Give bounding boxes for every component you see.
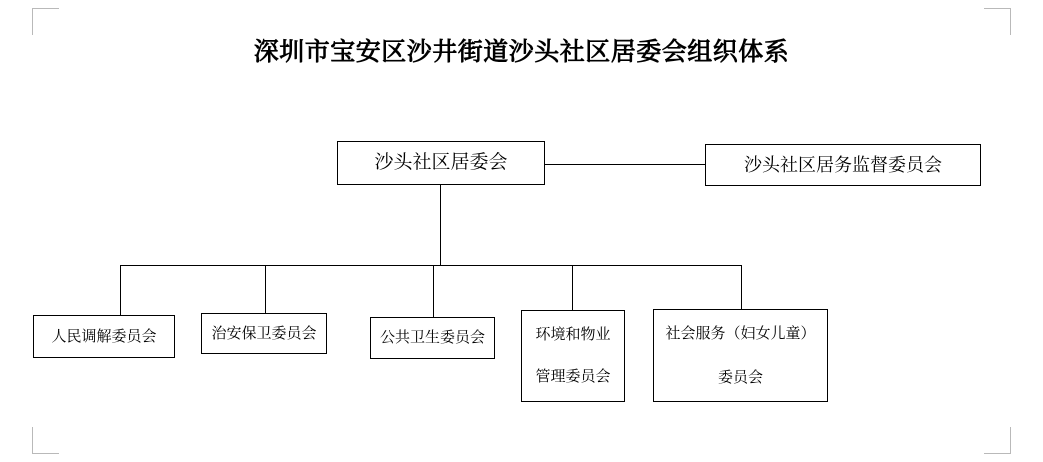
- node-environment-property-management-committee[interactable]: [521, 310, 625, 402]
- node-label: 人民调解委员会: [51, 327, 157, 345]
- crop-mark-top-right: [984, 8, 1011, 35]
- node-label-line1: 社会服务（妇女儿童）: [665, 324, 816, 342]
- node-label: 沙头社区居委会: [374, 152, 508, 173]
- node-label-line1: 环境和物业: [535, 326, 611, 343]
- node-peoples-mediation-committee[interactable]: [33, 315, 175, 358]
- node-label-line2: 管理委员会: [535, 368, 611, 385]
- node-residents-affairs-supervisory-committee[interactable]: [705, 144, 981, 186]
- crop-mark-bottom-left: [32, 427, 59, 454]
- connector-distribution-bus: [120, 265, 741, 266]
- node-label: 公共卫生委员会: [379, 329, 485, 346]
- node-label: 治安保卫委员会: [211, 324, 317, 342]
- connector-drop-child-3: [433, 265, 434, 317]
- crop-mark-top-left: [32, 8, 59, 35]
- node-public-security-committee[interactable]: [201, 313, 327, 354]
- node-community-residents-committee[interactable]: [337, 141, 545, 185]
- node-label: 沙头社区居务监督委员会: [744, 155, 942, 175]
- connector-drop-child-1: [120, 265, 121, 315]
- node-label-line2: 委员会: [717, 368, 763, 386]
- node-social-service-women-children-committee[interactable]: [653, 309, 828, 402]
- connector-drop-child-4: [572, 265, 573, 310]
- connector-root-trunk: [440, 185, 441, 265]
- crop-mark-bottom-right: [984, 427, 1011, 454]
- connector-drop-child-5: [741, 265, 742, 309]
- connector-drop-child-2: [265, 265, 266, 313]
- node-public-health-committee[interactable]: [370, 317, 495, 359]
- page-title: 深圳市宝安区沙井街道沙头社区居委会组织体系: [253, 38, 790, 66]
- connector-root-to-supervisor: [545, 164, 705, 165]
